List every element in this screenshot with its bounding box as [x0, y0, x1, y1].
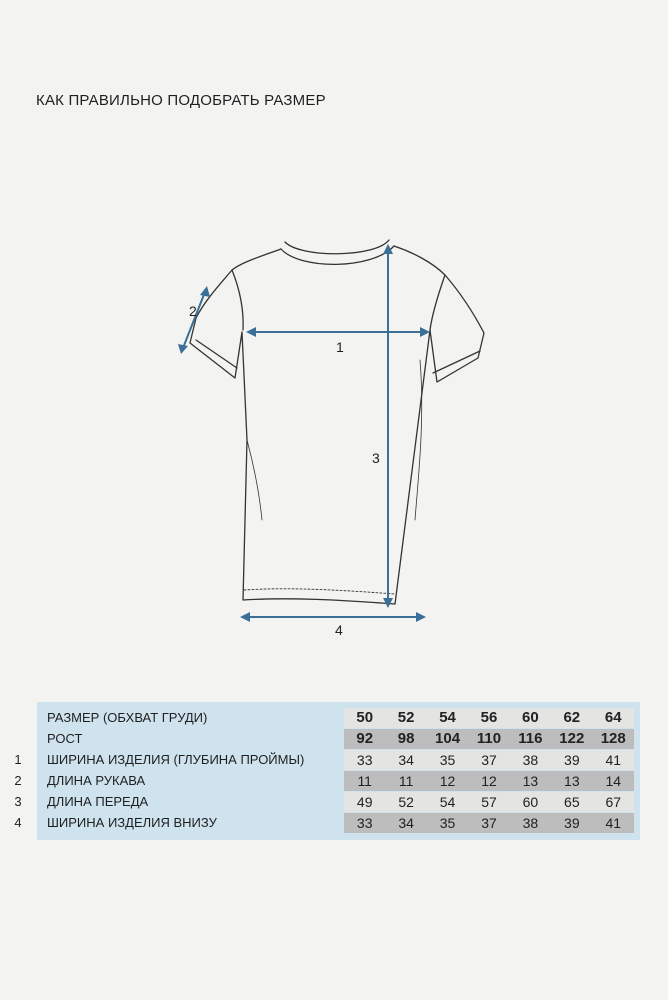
size-table: [14, 702, 640, 840]
table-cell: 34: [398, 815, 414, 831]
table-cell: 39: [564, 752, 580, 768]
table-cell: 54: [439, 794, 456, 810]
table-cell: 41: [605, 815, 622, 831]
measure-label-3: 3: [372, 450, 380, 466]
row-number: 4: [14, 815, 22, 830]
row-values: [344, 792, 634, 812]
table-cell: 34: [398, 752, 414, 768]
table-cell: 67: [605, 794, 622, 810]
row-label: РОСТ: [47, 731, 83, 746]
row-number: 2: [14, 773, 22, 788]
table-cell: 38: [522, 815, 539, 831]
table-cell: 128: [600, 730, 626, 747]
measure-label-2: 2: [189, 303, 197, 319]
table-cell: 98: [397, 730, 415, 747]
table-cell: 37: [481, 815, 497, 831]
row-label: ДЛИНА РУКАВА: [47, 773, 146, 788]
table-cell: 57: [481, 794, 497, 810]
row-values: [344, 708, 634, 728]
table-cell: 60: [522, 709, 539, 726]
row-label: ДЛИНА ПЕРЕДА: [47, 794, 149, 809]
row-values: [344, 813, 634, 833]
row-number: 3: [14, 794, 22, 809]
table-cell: 13: [522, 773, 539, 789]
table-cell: 92: [356, 730, 374, 747]
table-cell: 116: [518, 730, 543, 747]
measure-label-1: 1: [336, 339, 344, 355]
table-cell: 38: [522, 752, 539, 768]
row-number: 1: [14, 752, 22, 767]
table-cell: 64: [604, 709, 622, 726]
table-row: [14, 771, 640, 791]
row-label: ШИРИНА ИЗДЕЛИЯ ВНИЗУ: [47, 815, 217, 830]
table-cell: 12: [481, 773, 497, 789]
table-cell: 60: [522, 794, 539, 810]
table-cell: 52: [397, 709, 415, 726]
table-cell: 33: [356, 815, 373, 831]
row-values: [344, 771, 634, 791]
row-label: ШИРИНА ИЗДЕЛИЯ (ГЛУБИНА ПРОЙМЫ): [47, 752, 305, 767]
table-row: [37, 708, 640, 728]
table-row: [14, 750, 640, 770]
page-title: КАК ПРАВИЛЬНО ПОДОБРАТЬ РАЗМЕР: [36, 92, 326, 109]
table-cell: 54: [439, 709, 456, 726]
table-cell: 13: [564, 773, 580, 789]
table-cell: 35: [439, 752, 456, 768]
table-cell: 62: [563, 709, 581, 726]
table-cell: 11: [398, 773, 414, 789]
table-cell: 110: [476, 730, 502, 747]
row-label: РАЗМЕР (ОБХВАТ ГРУДИ): [47, 710, 208, 725]
table-cell: 35: [439, 815, 456, 831]
table-row: [14, 813, 640, 833]
table-cell: 65: [564, 794, 580, 810]
table-cell: 14: [605, 773, 622, 789]
measure-label-4: 4: [335, 622, 343, 638]
table-cell: 52: [398, 794, 414, 810]
table-cell: 41: [605, 752, 622, 768]
table-cell: 39: [564, 815, 580, 831]
table-cell: 49: [356, 794, 373, 810]
table-cell: 50: [356, 709, 374, 726]
table-cell: 104: [435, 730, 461, 747]
row-values: [344, 750, 634, 770]
table-cell: 37: [481, 752, 497, 768]
table-row: [14, 792, 640, 812]
table-cell: 33: [356, 752, 373, 768]
table-cell: 122: [559, 730, 585, 747]
table-cell: 12: [439, 773, 456, 789]
table-cell: 56: [480, 709, 498, 726]
row-values: [344, 729, 634, 749]
table-cell: 11: [357, 773, 372, 789]
table-row: [37, 729, 640, 749]
